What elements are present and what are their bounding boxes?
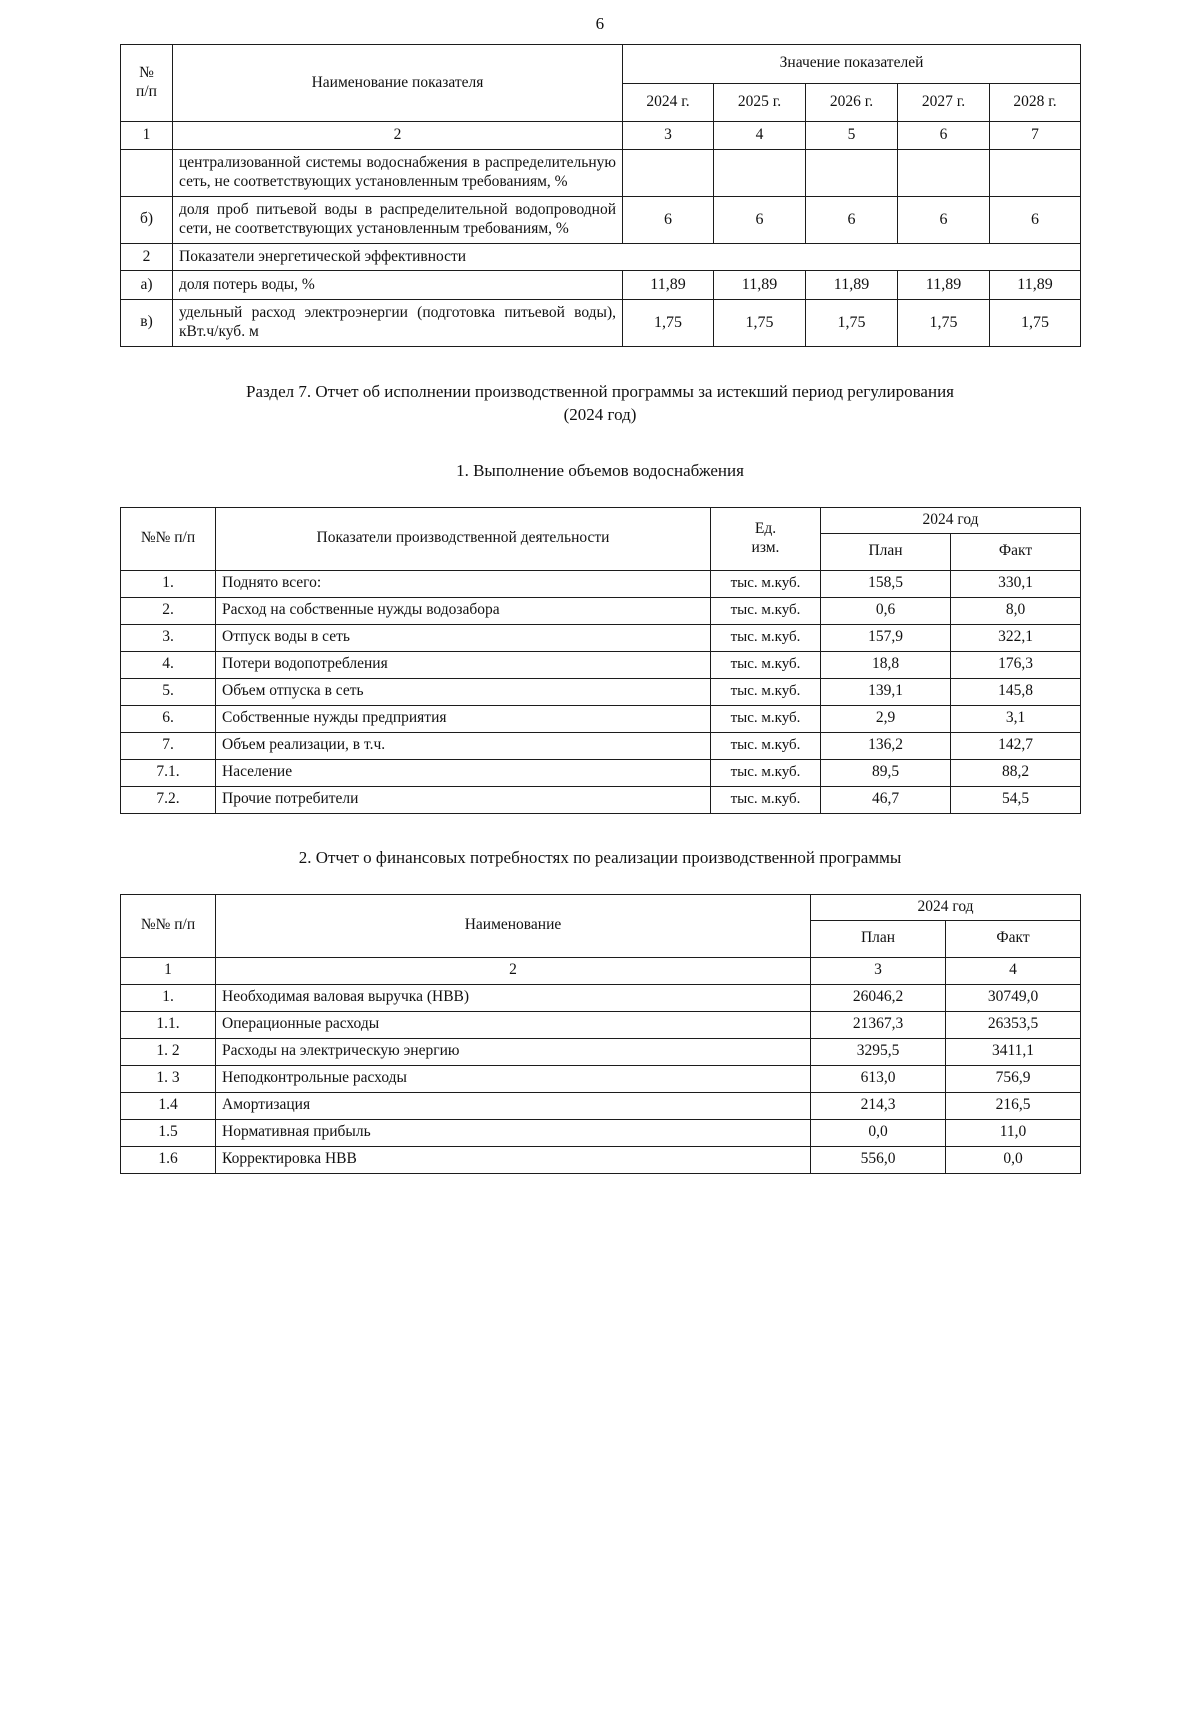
row-no: 4. [121,651,216,678]
row-name: Население [216,759,711,786]
row-value: 11,89 [990,271,1081,300]
header-no-line2: п/п [136,83,157,100]
row-name: доля проб питьевой воды в распределительной водопроводной сети, не соответствующих установленным требованиям, % [173,196,623,243]
row-no: 1.4 [121,1092,216,1119]
header-year-group: 2024 год [821,507,1081,533]
subsection1-title: 1. Выполнение объемов водоснабжения [456,460,744,480]
row-no: 5. [121,678,216,705]
table-indicators [120,44,1081,347]
row-no: 1.5 [121,1119,216,1146]
table-row [121,243,1081,271]
col-num-3: 3 [811,957,946,984]
table-indicators-numbering-row [121,122,1081,150]
row-name: Собственные нужды предприятия [216,705,711,732]
row-plan: 556,0 [811,1146,946,1173]
row-name: Прочие потребители [216,786,711,813]
row-plan: 46,7 [821,786,951,813]
row-value: 1,75 [623,299,714,346]
table-row [121,299,1081,346]
row-value: 11,89 [714,271,806,300]
table-finance-header-row-1 [121,894,1081,920]
table-row [121,1092,1081,1119]
col-num-2: 2 [173,122,623,150]
header-values-group: Значение показателей [623,45,1081,84]
row-value: 11,89 [623,271,714,300]
row-name: Объем отпуска в сеть [216,678,711,705]
row-name: Расход на собственные нужды водозабора [216,597,711,624]
row-name: Отпуск воды в сеть [216,624,711,651]
row-fact: 0,0 [946,1146,1081,1173]
header-no [121,45,173,122]
row-no: 7.2. [121,786,216,813]
header-unit [711,507,821,570]
row-unit: тыс. м.куб. [711,678,821,705]
col-num-1: 1 [121,957,216,984]
header-name: Наименование [216,894,811,957]
row-name: Объем реализации, в т.ч. [216,732,711,759]
row-name: Потери водопотребления [216,651,711,678]
col-num-1: 1 [121,122,173,150]
row-no: 6. [121,705,216,732]
row-value: 6 [623,196,714,243]
header-fact: Факт [946,920,1081,957]
row-plan: 158,5 [821,570,951,597]
table-row [121,1038,1081,1065]
section7-title-block [150,381,1050,427]
header-activity-name: Показатели производственной деятельности [216,507,711,570]
header-indicator-name: Наименование показателя [173,45,623,122]
header-year-2026: 2026 г. [806,83,898,122]
table-finance-body [121,957,1081,1173]
page-number: 6 [595,14,605,33]
row-plan: 136,2 [821,732,951,759]
row-no: 3. [121,624,216,651]
row-unit: тыс. м.куб. [711,786,821,813]
row-plan: 613,0 [811,1065,946,1092]
col-num-3: 3 [623,122,714,150]
row-value: 1,75 [806,299,898,346]
row-name: удельный расход электроэнергии (подготовка питьевой воды), кВт.ч/куб. м [173,299,623,346]
col-num-6: 6 [898,122,990,150]
header-unit-line2: изм. [751,538,780,556]
row-no: 1. [121,984,216,1011]
row-name: доля потерь воды, % [173,271,623,300]
table-row [121,1011,1081,1038]
table-volumes [120,507,1081,814]
row-plan: 157,9 [821,624,951,651]
header-plan: План [811,920,946,957]
header-fact: Факт [951,533,1081,570]
header-no: №№ п/п [121,894,216,957]
row-name: централизованной системы водоснабжения в распределительную сеть, не соответствующих установленным требованиям, % [173,149,623,196]
row-value [714,149,806,196]
section7-subtitle: (2024 год) [563,404,637,424]
row-no: 1.1. [121,1011,216,1038]
header-unit-line1: Ед. [754,519,777,537]
row-unit: тыс. м.куб. [711,624,821,651]
table-row [121,759,1081,786]
row-no: 1.6 [121,1146,216,1173]
header-no: №№ п/п [121,507,216,570]
col-num-4: 4 [714,122,806,150]
table-volumes-body [121,570,1081,813]
header-year-2027: 2027 г. [898,83,990,122]
table-row [121,1119,1081,1146]
row-no [121,149,173,196]
row-no: 1. [121,570,216,597]
row-value: 1,75 [990,299,1081,346]
row-fact: 176,3 [951,651,1081,678]
row-name: Поднято всего: [216,570,711,597]
row-no: а) [121,271,173,300]
row-fact: 54,5 [951,786,1081,813]
table-row [121,678,1081,705]
row-value [898,149,990,196]
table-volumes-header-row-1 [121,507,1081,533]
row-plan: 3295,5 [811,1038,946,1065]
row-plan: 214,3 [811,1092,946,1119]
row-unit: тыс. м.куб. [711,759,821,786]
table-indicators-header-row-1 [121,45,1081,84]
row-value: 6 [898,196,990,243]
row-name: Расходы на электрическую энергию [216,1038,811,1065]
row-unit: тыс. м.куб. [711,651,821,678]
row-name: Корректировка НВВ [216,1146,811,1173]
row-plan: 89,5 [821,759,951,786]
table-row [121,570,1081,597]
header-year-2024: 2024 г. [623,83,714,122]
row-name-span: Показатели энергетической эффективности [173,243,1081,271]
table-finance-numbering-row [121,957,1081,984]
row-no: 2 [121,243,173,271]
col-num-4: 4 [946,957,1081,984]
row-value [990,149,1081,196]
row-name: Операционные расходы [216,1011,811,1038]
col-num-7: 7 [990,122,1081,150]
row-value: 1,75 [714,299,806,346]
row-fact: 3,1 [951,705,1081,732]
col-num-2: 2 [216,957,811,984]
row-fact: 322,1 [951,624,1081,651]
table-finance [120,894,1081,1174]
col-num-5: 5 [806,122,898,150]
row-value: 6 [990,196,1081,243]
row-fact: 3411,1 [946,1038,1081,1065]
row-value: 1,75 [898,299,990,346]
row-plan: 0,6 [821,597,951,624]
section7-title: Раздел 7. Отчет об исполнении производственной программы за истекший период регулирования [246,381,954,401]
row-fact: 8,0 [951,597,1081,624]
row-fact: 30749,0 [946,984,1081,1011]
table-row [121,149,1081,196]
table-row [121,651,1081,678]
header-no-line1: № [139,64,154,82]
row-plan: 0,0 [811,1119,946,1146]
row-fact: 330,1 [951,570,1081,597]
table-row [121,624,1081,651]
header-plan: План [821,533,951,570]
row-unit: тыс. м.куб. [711,705,821,732]
row-no: 2. [121,597,216,624]
table-row [121,705,1081,732]
row-value [623,149,714,196]
row-no: в) [121,299,173,346]
row-no: 7. [121,732,216,759]
row-no: 1. 3 [121,1065,216,1092]
table-row [121,597,1081,624]
table-row [121,732,1081,759]
row-name: Неподконтрольные расходы [216,1065,811,1092]
page-content [120,44,1080,1174]
table-row [121,1065,1081,1092]
document-page [0,14,1200,1711]
row-unit: тыс. м.куб. [711,597,821,624]
row-plan: 26046,2 [811,984,946,1011]
subsection2-title: 2. Отчет о финансовых потребностях по реализации производственной программы [298,847,902,867]
row-name: Нормативная прибыль [216,1119,811,1146]
header-year-2025: 2025 г. [714,83,806,122]
row-value: 11,89 [898,271,990,300]
row-unit: тыс. м.куб. [711,732,821,759]
row-plan: 21367,3 [811,1011,946,1038]
table-row [121,786,1081,813]
row-fact: 756,9 [946,1065,1081,1092]
row-unit: тыс. м.куб. [711,570,821,597]
row-plan: 139,1 [821,678,951,705]
table-row [121,984,1081,1011]
header-year-2028: 2028 г. [990,83,1081,122]
row-plan: 18,8 [821,651,951,678]
table-row [121,271,1081,300]
row-value: 6 [714,196,806,243]
row-value: 6 [806,196,898,243]
table-row [121,1146,1081,1173]
row-no: 1. 2 [121,1038,216,1065]
row-fact: 88,2 [951,759,1081,786]
row-fact: 142,7 [951,732,1081,759]
header-year-group: 2024 год [811,894,1081,920]
row-fact: 216,5 [946,1092,1081,1119]
row-fact: 26353,5 [946,1011,1081,1038]
row-plan: 2,9 [821,705,951,732]
row-value: 11,89 [806,271,898,300]
table-row [121,196,1081,243]
row-value [806,149,898,196]
row-fact: 11,0 [946,1119,1081,1146]
row-name: Необходимая валовая выручка (НВВ) [216,984,811,1011]
row-no: б) [121,196,173,243]
row-fact: 145,8 [951,678,1081,705]
row-name: Амортизация [216,1092,811,1119]
row-no: 7.1. [121,759,216,786]
